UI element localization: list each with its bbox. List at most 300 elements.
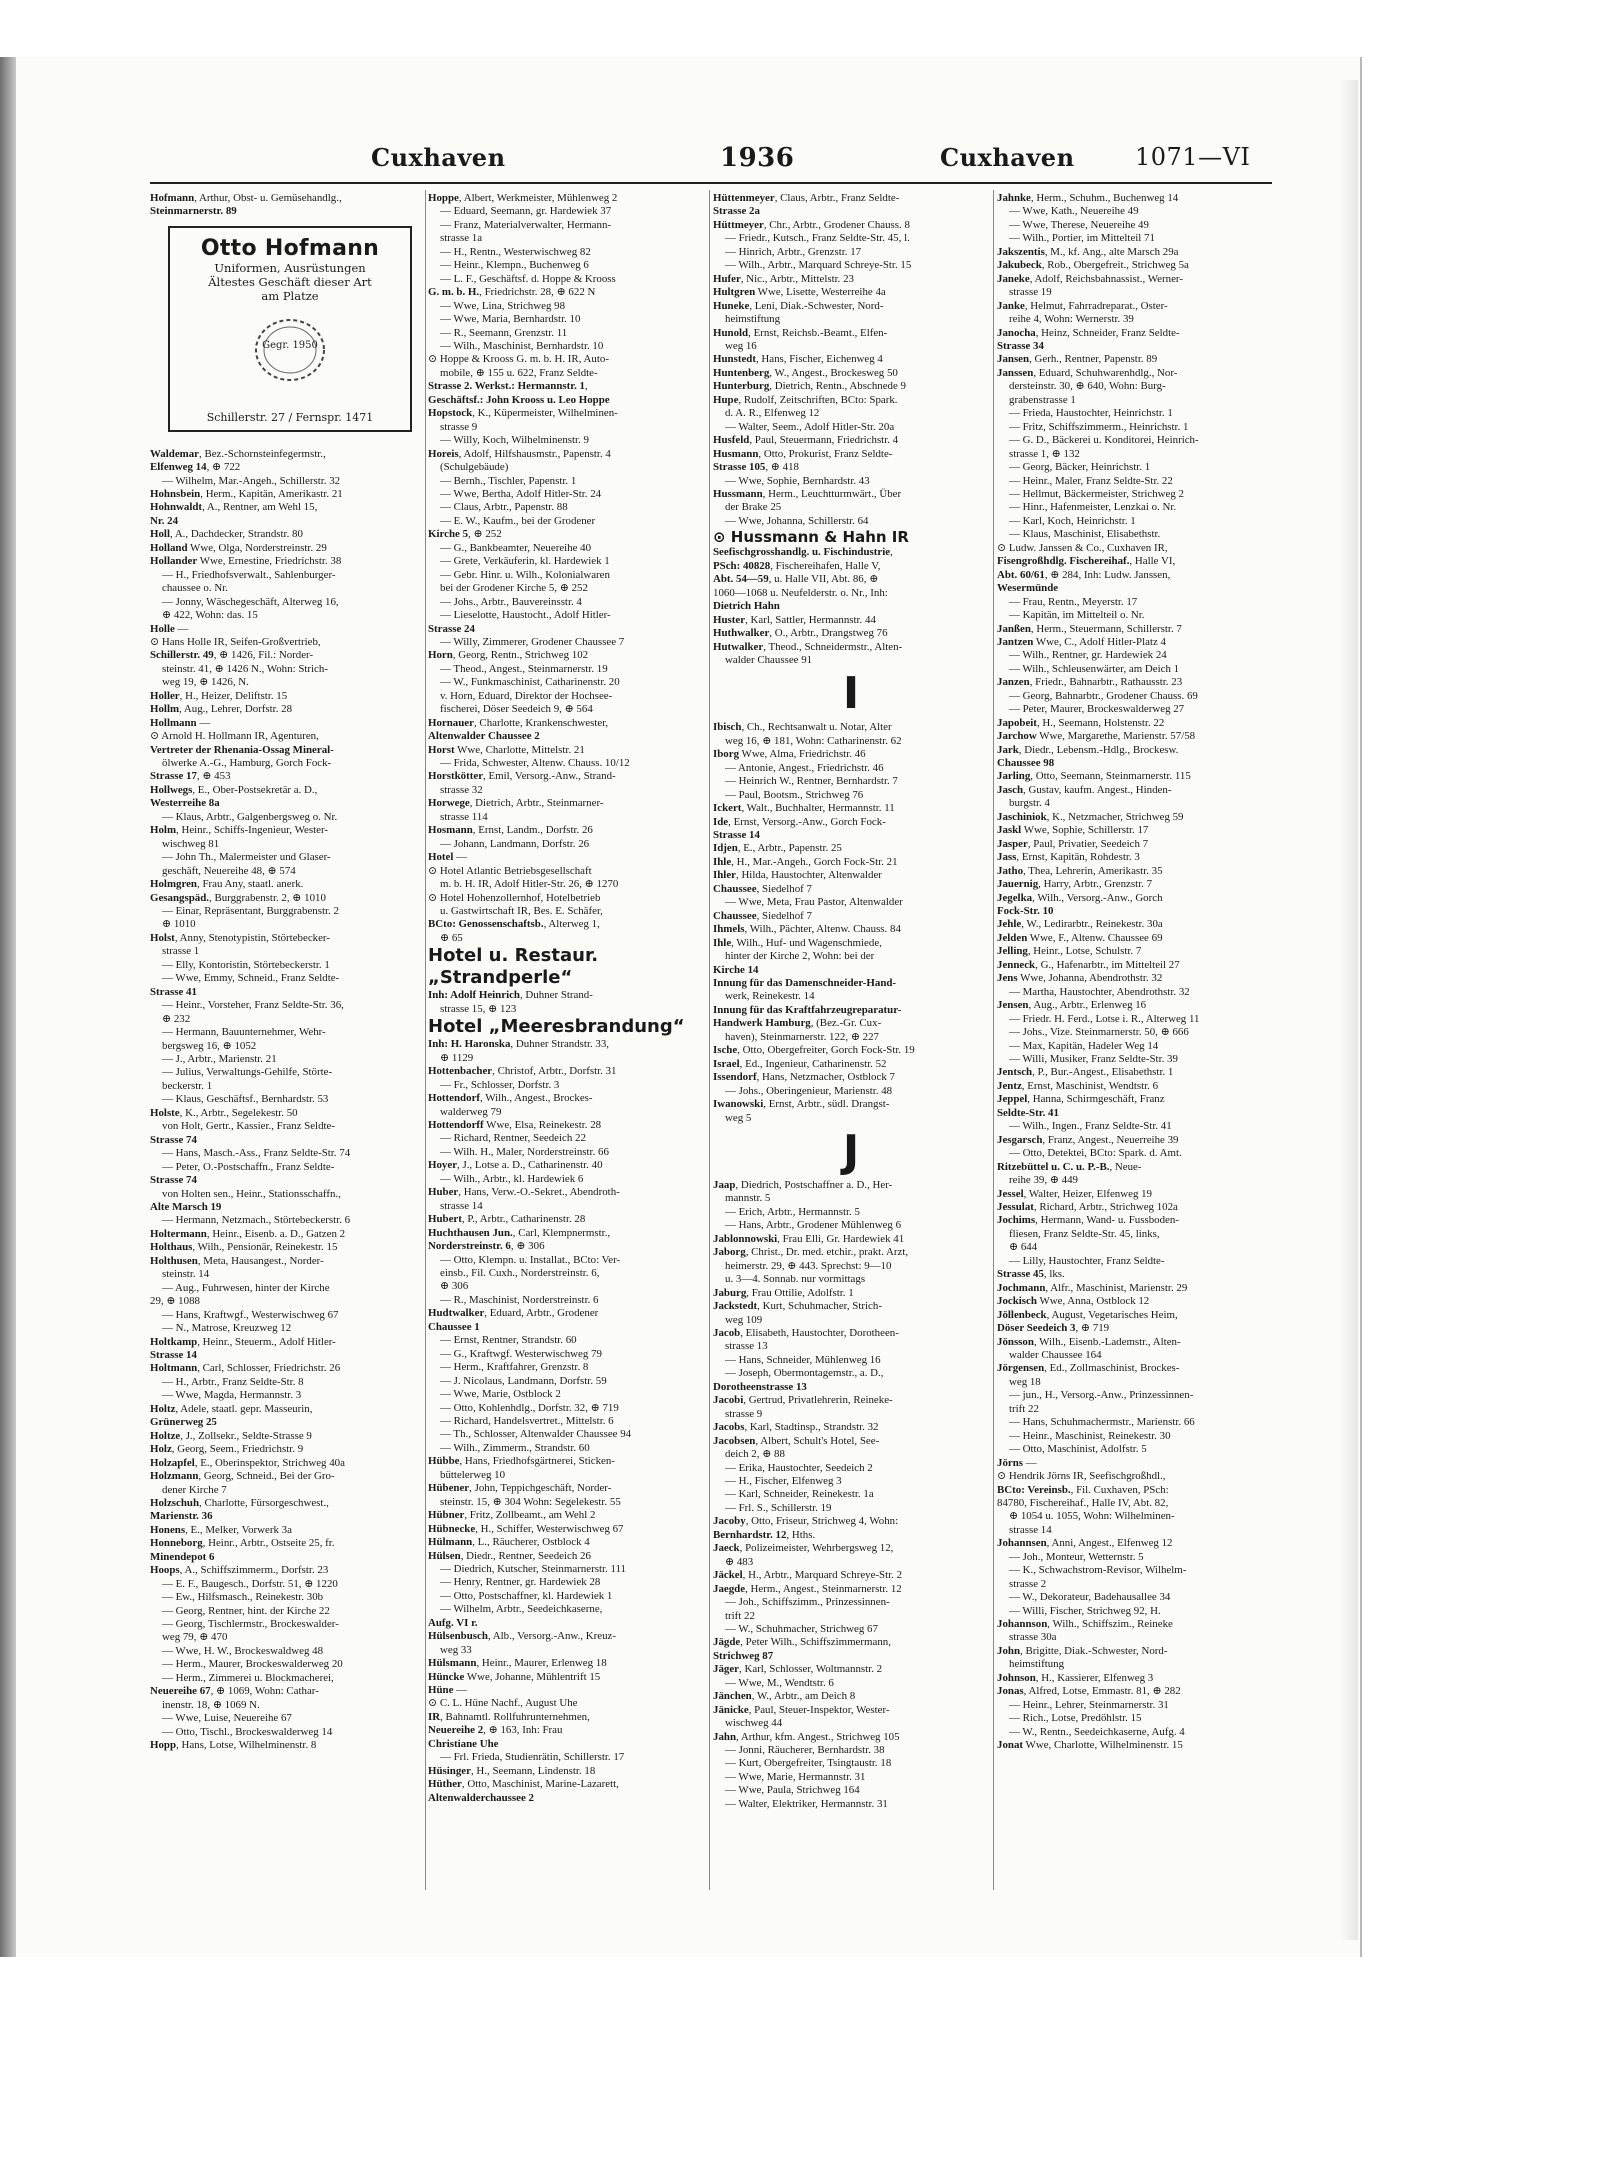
directory-entry: Hottendorff Wwe, Elsa, Reinekestr. 28 xyxy=(428,1119,602,1131)
directory-entry-continuation: — Wilh., Rentner, gr. Hardewiek 24 xyxy=(1009,649,1167,662)
directory-entry-continuation: — Wwe, H. W., Brockeswaldweg 48 xyxy=(162,1644,324,1657)
directory-entry-continuation: weg 109 xyxy=(725,1313,763,1326)
column-divider xyxy=(993,190,994,1890)
directory-entry: Jochmann, Alfr., Maschinist, Marienstr. 29 xyxy=(997,1281,1188,1294)
column-divider xyxy=(709,190,710,1890)
directory-entry-continuation: — Herm., Kraftfahrer, Grenzstr. 8 xyxy=(440,1361,589,1374)
directory-entry: Altenwalder Chaussee 2 xyxy=(428,730,540,743)
directory-entry: Jessulat, Richard, Arbtr., Strichweg 102a xyxy=(997,1200,1178,1213)
directory-entry-continuation: — G. D., Bäckerei u. Konditorei, Heinrich- xyxy=(1009,434,1199,447)
directory-entry: Jesgarsch, Franz, Angest., Neuerreihe 39 xyxy=(997,1133,1179,1146)
directory-entry-continuation: — Erich, Arbtr., Hermannstr. 5 xyxy=(725,1205,860,1218)
directory-entry-continuation: — Wwe, Lina, Strichweg 98 xyxy=(440,299,566,312)
directory-entry-continuation: weg 33 xyxy=(440,1643,472,1656)
directory-entry-continuation: von Holt, Gertr., Kassier., Franz Seldte- xyxy=(162,1120,336,1133)
directory-entry-continuation: strasse 1, ⊕ 132 xyxy=(1009,447,1080,460)
directory-entry-continuation: — E. F., Baugesch., Dorfstr. 51, ⊕ 1220 xyxy=(162,1577,338,1590)
directory-entry: Elfenweg 14, ⊕ 722 xyxy=(150,461,241,474)
directory-entry: Holst, Anny, Stenotypistin, Störtebecker- xyxy=(150,931,330,944)
directory-entry-continuation: — Th., Schlosser, Altenwalder Chaussee 94 xyxy=(440,1428,632,1441)
directory-entry-continuation: strasse 14 xyxy=(440,1199,483,1212)
directory-entry-continuation: — Walter, Elektriker, Hermannstr. 31 xyxy=(725,1797,888,1810)
directory-entry-continuation: — Herm., Maurer, Brockeswalderweg 20 xyxy=(162,1658,343,1671)
directory-entry-continuation: — Georg, Bahnarbtr., Grodener Chauss. 69 xyxy=(1009,689,1198,702)
directory-entry: Jeppel, Hanna, Schirmgeschäft, Franz xyxy=(997,1093,1165,1106)
directory-entry-continuation: — Klaus, Arbtr., Galgenbergsweg o. Nr. xyxy=(162,810,338,823)
directory-entry-continuation: walderweg 79 xyxy=(440,1105,502,1118)
directory-entry: Honneborg, Heinr., Arbtr., Ostseite 25, fr. xyxy=(150,1537,335,1550)
directory-entry: Hudtwalker, Eduard, Arbtr., Grodener xyxy=(428,1307,599,1320)
directory-entry-continuation: — Wwe, Kath., Neuereihe 49 xyxy=(1009,205,1139,218)
directory-entry-continuation: — Willi, Fischer, Strichweg 92, H. xyxy=(1009,1604,1161,1617)
directory-entry-continuation: — Frieda, Haustochter, Heinrichstr. 1 xyxy=(1009,407,1173,420)
directory-entry-continuation: — Friedr., Kutsch., Franz Seldte-Str. 45, l. xyxy=(725,232,910,245)
directory-entry: Neuereihe 2, ⊕ 163, Inh: Frau xyxy=(428,1724,563,1737)
display-advertisement: Hotel u. Restaur. „Strandperle“ xyxy=(428,945,599,989)
directory-entry: Holtmann, Carl, Schlosser, Friedrichstr. 26 xyxy=(150,1362,341,1375)
column-divider xyxy=(425,190,426,1890)
directory-entry: 29, ⊕ 1088 xyxy=(150,1295,200,1308)
directory-entry: Jelling, Heinr., Lotse, Schulstr. 7 xyxy=(997,945,1142,958)
directory-entry: Hultgren Wwe, Lisette, Westerreihe 4a xyxy=(713,286,886,299)
directory-entry: Hüttmeyer, Chr., Arbtr., Grodener Chauss. 8 xyxy=(713,218,910,231)
firm-heading: ⊙ Hussmann & Hahn IR xyxy=(713,528,909,547)
directory-entry: Inh: Adolf Heinrich, Duhner Strand- xyxy=(428,989,593,1002)
directory-entry-continuation: — R., Seemann, Grenzstr. 11 xyxy=(440,326,568,339)
directory-entry-continuation: — Wilh., Maschinist, Bernhardstr. 10 xyxy=(440,339,604,352)
directory-entry: Janzen, Friedr., Bahnarbtr., Rathausstr. 23 xyxy=(997,676,1183,689)
directory-entry-continuation: — Wwe, Therese, Neuereihe 49 xyxy=(1009,218,1149,231)
header-page-number: 1071—VI xyxy=(1135,143,1251,171)
directory-entry: 84780, Fischereihaf., Halle IV, Abt. 82, xyxy=(997,1496,1169,1509)
directory-entry: ⊙ Hotel Hohenzollernhof, Hotelbetrieb xyxy=(428,891,601,904)
directory-entry-continuation: — Wwe, Marie, Hermannstr. 31 xyxy=(725,1770,866,1783)
directory-entry: Hofmann, Arthur, Obst- u. Gemüsehandlg., xyxy=(150,192,342,204)
directory-entry: BCto: Genossenschaftsb., Alterweg 1, xyxy=(428,918,600,931)
directory-entry-continuation: — J., Arbtr., Marienstr. 21 xyxy=(162,1053,277,1065)
directory-entry: Holl, A., Dachdecker, Strandstr. 80 xyxy=(150,528,303,541)
directory-entry-continuation: strasse 19 xyxy=(1009,286,1052,299)
directory-entry: Jöllenbeck, August, Vegetarisches Heim, xyxy=(997,1308,1178,1321)
directory-entry: Iwanowski, Ernst, Arbtr., südl. Drangst- xyxy=(713,1098,890,1111)
directory-entry: Geschäftsf.: John Krooss u. Leo Hoppe xyxy=(428,393,610,406)
header-rule xyxy=(150,182,1272,184)
directory-entry-continuation: — Elly, Kontoristin, Störtebeckerstr. 1 xyxy=(162,958,330,971)
directory-entry-continuation: — Wilhelm, Mar.-Angeh., Schillerstr. 32 xyxy=(162,474,341,487)
directory-entry-continuation: trift 22 xyxy=(725,1609,755,1622)
directory-entry-continuation: — John Th., Malermeister und Glaser- xyxy=(162,851,331,864)
directory-entry-continuation: strasse 1a xyxy=(440,232,483,245)
scan-frame xyxy=(0,57,16,1957)
directory-entry-continuation: — Heinr., Vorsteher, Franz Seldte-Str. 36, xyxy=(162,999,344,1012)
directory-entry: Hubert, P., Arbtr., Catharinenstr. 28 xyxy=(428,1213,586,1226)
directory-entry-continuation: — Heinr., Maschinist, Reinekestr. 30 xyxy=(1009,1429,1171,1442)
directory-entry: Hüsinger, H., Seemann, Lindenstr. 18 xyxy=(428,1764,596,1777)
directory-entry: ⊙ Ludw. Janssen & Co., Cuxhaven IR, xyxy=(997,541,1168,554)
directory-entry-continuation: — Otto, Tischl., Brockeswalderweg 14 xyxy=(162,1725,333,1738)
directory-entry: Issendorf, Hans, Netzmacher, Ostblock 7 xyxy=(713,1071,895,1084)
directory-entry-continuation: — Henry, Rentner, gr. Hardewiek 28 xyxy=(440,1576,601,1589)
directory-column-2 xyxy=(428,192,704,1892)
directory-entry: Kirche 5, ⊕ 252 xyxy=(428,528,502,541)
directory-entry: Chaussee, Siedelhof 7 xyxy=(713,882,812,895)
directory-entry-continuation: — Ernst, Rentner, Strandstr. 60 xyxy=(440,1334,577,1347)
directory-entry: Christiane Uhe xyxy=(428,1737,499,1750)
directory-entry-continuation: burgstr. 4 xyxy=(1009,797,1050,810)
directory-entry-continuation: wischweg 44 xyxy=(725,1717,783,1730)
directory-entry-continuation: — Hans, Arbtr., Grodener Mühlenweg 6 xyxy=(725,1219,902,1232)
directory-entry-continuation: — Frau, Rentn., Meyerstr. 17 xyxy=(1009,595,1138,608)
directory-entry-continuation: (Schulgebäude) xyxy=(440,461,509,474)
directory-entry: John, Brigitte, Diak.-Schwester, Nord- xyxy=(997,1644,1168,1657)
ad-line: Ältestes Geschäft dieser Art xyxy=(208,275,372,289)
directory-entry-continuation: fischerei, Döser Seedeich 9, ⊕ 564 xyxy=(440,703,593,716)
directory-entry: Janßen, Herm., Steuermann, Schillerstr. 7 xyxy=(997,622,1182,635)
directory-entry: Jass, Ernst, Kapitän, Rohdestr. 3 xyxy=(997,851,1140,864)
directory-entry: Jahnke, Herm., Schuhm., Buchenweg 14 xyxy=(997,192,1179,204)
directory-entry: Janeke, Adolf, Reichsbahnassist., Werner- xyxy=(997,272,1183,285)
directory-entry-continuation: — Martha, Haustochter, Abendrothstr. 32 xyxy=(1009,985,1190,998)
directory-entry: Huntenberg, W., Angest., Brockesweg 50 xyxy=(713,366,898,379)
directory-entry: Holler, H., Heizer, Deliftstr. 15 xyxy=(150,689,288,702)
directory-entry-continuation: — Peter, Maurer, Brockeswalderweg 27 xyxy=(1009,703,1185,716)
directory-entry-continuation: — W., Rentn., Seedeichkaserne, Aufg. 4 xyxy=(1009,1725,1185,1738)
directory-entry-continuation: — W., Schuhmacher, Strichweg 67 xyxy=(725,1622,878,1635)
directory-entry: Hornauer, Charlotte, Krankenschwester, xyxy=(428,716,609,729)
directory-entry: Neuereihe 67, ⊕ 1069, Wohn: Cathar- xyxy=(150,1685,319,1698)
directory-entry: Iborg Wwe, Alma, Friedrichstr. 46 xyxy=(713,748,866,761)
directory-entry-continuation: bei der Grodener Kirche 5, ⊕ 252 xyxy=(440,582,588,595)
directory-entry: Janke, Helmut, Fahrradreparat., Oster- xyxy=(997,299,1168,312)
directory-entry: Nr. 24 xyxy=(150,514,179,527)
directory-entry-continuation: deich 2, ⊕ 88 xyxy=(725,1448,785,1461)
directory-entry-continuation: beckerstr. 1 xyxy=(162,1079,213,1092)
directory-entry-continuation: büttelerweg 10 xyxy=(440,1468,506,1481)
directory-entry-continuation: strasse 30a xyxy=(1009,1631,1057,1644)
directory-entry: ⊙ Hendrik Jörns IR, Seefischgroßhdl., xyxy=(997,1470,1166,1483)
section-letter: I xyxy=(842,668,860,720)
directory-entry-continuation: — Willi, Musiker, Franz Seldte-Str. 39 xyxy=(1009,1053,1178,1065)
directory-entry-continuation: geschäft, Neuereihe 48, ⊕ 574 xyxy=(162,864,296,877)
directory-entry: Strasse 74 xyxy=(150,1133,197,1146)
directory-entry-continuation: ⊕ 1054 u. 1055, Wohn: Wilhelminen- xyxy=(1009,1510,1175,1523)
directory-entry-continuation: — Klaus, Geschäftsf., Bernhardstr. 53 xyxy=(162,1093,329,1106)
directory-entry-continuation: — Johs., Oberingenieur, Marienstr. 48 xyxy=(725,1084,893,1097)
directory-entry-continuation: — Hermann, Bauunternehmer, Wehr- xyxy=(162,1026,326,1039)
directory-entry: Abt. 54—59, u. Halle VII, Abt. 86, ⊕ xyxy=(713,573,879,586)
directory-entry: Holzschuh, Charlotte, Fürsorgeschwest., xyxy=(150,1496,329,1509)
directory-entry-continuation: — Lilly, Haustochter, Franz Seldte- xyxy=(1009,1254,1165,1267)
directory-entry: Hollmann — xyxy=(150,716,211,729)
directory-entry-continuation: trift 22 xyxy=(1009,1402,1039,1415)
directory-entry: Jakubeck, Rob., Obergefreit., Strichweg 5a xyxy=(997,259,1189,272)
directory-entry: Vertreter der Rhenania-Ossag Mineral- xyxy=(150,743,334,756)
directory-entry: Janssen, Eduard, Schuhwarenhdlg., Nor- xyxy=(997,366,1178,379)
directory-entry: Hülsen, Diedr., Rentner, Seedeich 26 xyxy=(428,1549,591,1562)
directory-entry-continuation: — Otto, Kohlenhdlg., Dorfstr. 32, ⊕ 719 xyxy=(440,1401,619,1414)
directory-entry: Ide, Ernst, Versorg.-Anw., Gorch Fock- xyxy=(713,815,886,828)
directory-entry-continuation: — Wilh., Ingen., Franz Seldte-Str. 41 xyxy=(1009,1120,1172,1133)
directory-entry-continuation: — Wilh., Portier, im Mittelteil 71 xyxy=(1009,232,1155,245)
directory-entry-continuation: — W., Dekorateur, Badehausallee 34 xyxy=(1009,1591,1171,1604)
directory-entry: G. m. b. H., Friedrichstr. 28, ⊕ 622 N xyxy=(428,286,596,299)
directory-entry: Holtermann, Heinr., Eisenb. a. D., Gatzen 2 xyxy=(150,1227,346,1240)
directory-entry-continuation: — Hinr., Hafenmeister, Lenzkai o. Nr. xyxy=(1009,501,1177,514)
directory-entry-continuation: — Otto, Maschinist, Adolfstr. 5 xyxy=(1009,1443,1147,1456)
directory-entry: Dorotheenstrasse 13 xyxy=(713,1380,807,1393)
directory-entry-continuation: — Hellmut, Bäckermeister, Strichweg 2 xyxy=(1009,487,1184,500)
directory-entry: Bernhardstr. 12, Hths. xyxy=(713,1528,816,1541)
directory-entry: Hollander Wwe, Ernestine, Friedrichstr. 38 xyxy=(150,555,342,568)
directory-entry: Hutwalker, Theod., Schneidermstr., Alten- xyxy=(713,640,903,653)
directory-entry-continuation: — Theod., Angest., Steinmarnerstr. 19 xyxy=(440,662,608,675)
directory-entry: Strasse 17, ⊕ 453 xyxy=(150,770,231,783)
directory-entry: Strasse 24 xyxy=(428,622,475,635)
directory-entry: Jablonnowski, Frau Elli, Gr. Hardewiek 41 xyxy=(713,1232,905,1245)
directory-entry: Jaschiniok, K., Netzmacher, Strichweg 59 xyxy=(997,810,1184,823)
directory-entry: Gesangspäd., Burggrabenstr. 2, ⊕ 1010 xyxy=(150,891,326,904)
directory-entry-continuation: weg 16 xyxy=(725,339,757,352)
directory-entry-continuation: — Johs., Vize. Steinmarnerstr. 50, ⊕ 666 xyxy=(1009,1026,1189,1039)
directory-entry-continuation: — Kurt, Obergefreiter, Tsingtaustr. 18 xyxy=(725,1757,892,1770)
directory-entry: Hoyer, J., Lotse a. D., Catharinenstr. 40 xyxy=(428,1159,603,1172)
directory-entry: Jasper, Paul, Privatier, Seedeich 7 xyxy=(997,837,1149,850)
directory-entry: Hübnecke, H., Schiffer, Westerwischweg 67 xyxy=(428,1522,624,1535)
directory-entry-continuation: — N., Matrose, Kreuzweg 12 xyxy=(162,1322,292,1335)
directory-entry: Strasse 45, lks. xyxy=(997,1268,1065,1281)
directory-entry-continuation: — Frida, Schwester, Altenw. Chauss. 10/12 xyxy=(440,757,630,770)
directory-entry-continuation: — Lieselotte, Haustocht., Adolf Hitler- xyxy=(440,609,611,622)
directory-entry: Westerreihe 8a xyxy=(150,797,220,810)
directory-entry-continuation: — W., Funkmaschinist, Catharinenstr. 20 xyxy=(440,676,620,689)
directory-entry-continuation: — Hans, Kraftwgf., Westerwischweg 67 xyxy=(162,1308,339,1321)
directory-entry-continuation: — Grete, Verkäuferin, kl. Hardewiek 1 xyxy=(440,555,610,568)
directory-entry-continuation: — E. W., Kaufm., bei der Grodener xyxy=(440,514,596,527)
directory-column-4 xyxy=(997,192,1273,1892)
directory-entry: Norderstreinstr. 6, ⊕ 306 xyxy=(428,1240,545,1253)
directory-entry: Hufer, Nic., Arbtr., Mittelstr. 23 xyxy=(713,272,854,285)
directory-entry: Hussmann, Herm., Leuchtturmwärt., Über xyxy=(713,487,902,500)
directory-entry-continuation: strasse 32 xyxy=(440,783,483,796)
directory-entry: Jäger, Karl, Schlosser, Woltmannstr. 2 xyxy=(713,1663,883,1676)
directory-entry-continuation: dersteinstr. 30, ⊕ 640, Wohn: Burg- xyxy=(1009,380,1166,393)
directory-entry: Israel, Ed., Ingenieur, Catharinenstr. 52 xyxy=(713,1057,887,1070)
directory-entry-continuation: bergsweg 16, ⊕ 1052 xyxy=(162,1039,257,1052)
directory-entry-continuation: strasse 1 xyxy=(162,945,200,958)
directory-entry: ⊙ Hoppe & Krooss G. m. b. H. IR, Auto- xyxy=(428,353,609,366)
directory-entry-continuation: ⊕ 1129 xyxy=(440,1051,474,1064)
directory-entry-continuation: weg 5 xyxy=(725,1111,752,1124)
directory-entry-continuation: ⊕ 483 xyxy=(725,1555,754,1568)
header-year: 1936 xyxy=(720,143,795,173)
directory-entry: Hotel — xyxy=(428,851,468,864)
directory-entry-continuation: dener Kirche 7 xyxy=(162,1483,227,1496)
directory-entry: Holtz, Adele, staatl. gepr. Masseurin, xyxy=(150,1402,313,1415)
directory-entry: Jänchen, W., Arbtr., am Deich 8 xyxy=(713,1690,856,1703)
directory-entry: Jochims, Hermann, Wand- u. Fussboden- xyxy=(997,1214,1179,1227)
directory-entry: Jasch, Gustav, kaufm. Angest., Hinden- xyxy=(997,783,1172,796)
directory-entry-continuation: — Franz, Materialverwalter, Hermann- xyxy=(440,218,612,231)
directory-entry-continuation: — H., Fischer, Elfenweg 3 xyxy=(725,1474,842,1487)
directory-entry: Huchthausen Jun., Carl, Klempnermstr., xyxy=(428,1226,611,1239)
directory-entry-continuation: — Otto, Postschaffner, kl. Hardewiek 1 xyxy=(440,1589,613,1602)
directory-entry: Hübener, John, Teppichgeschäft, Norder- xyxy=(428,1482,612,1495)
directory-entry-continuation: — Johs., Arbtr., Bauvereinsstr. 4 xyxy=(440,595,582,608)
directory-entry-continuation: — Bernh., Tischler, Papenstr. 1 xyxy=(440,474,577,487)
directory-entry: Hülsmann, Heinr., Maurer, Erlenweg 18 xyxy=(428,1657,607,1670)
directory-entry-continuation: v. Horn, Eduard, Direktor der Hochsee- xyxy=(440,689,613,702)
directory-entry: Steinmarnerstr. 89 xyxy=(150,205,237,218)
directory-entry: Jansen, Gerh., Rentner, Papenstr. 89 xyxy=(997,353,1158,366)
directory-entry: Jarling, Otto, Seemann, Steinmarnerstr. 115 xyxy=(997,770,1191,783)
directory-entry: Jägde, Peter Wilh., Schiffszimmermann, xyxy=(713,1636,891,1649)
directory-entry-continuation: — Otto, Klempn. u. Installat., BCto: Ver- xyxy=(440,1253,621,1266)
directory-entry: Strasse 34 xyxy=(997,339,1044,352)
directory-entry: Jehle, W., Ledirarbtr., Reinekestr. 30a xyxy=(997,918,1163,931)
directory-entry: Jaskl Wwe, Sophie, Schillerstr. 17 xyxy=(997,824,1149,837)
directory-entry: Kirche 14 xyxy=(713,963,759,976)
directory-entry-continuation: — J. Nicolaus, Landmann, Dorfstr. 59 xyxy=(440,1374,607,1387)
directory-entry: Jacob, Elisabeth, Haustochter, Dorotheen- xyxy=(713,1326,899,1339)
directory-entry-continuation: — Wwe, Marie, Ostblock 2 xyxy=(440,1388,561,1401)
directory-entry: Hunterburg, Dietrich, Rentn., Abschnede 9 xyxy=(713,380,906,393)
directory-entry: Schillerstr. 49, ⊕ 1426, Fil.: Norder- xyxy=(150,649,314,662)
directory-entry: Hopp, Hans, Lotse, Wilhelminenstr. 8 xyxy=(150,1739,317,1752)
directory-entry-continuation: — Heinrich W., Rentner, Bernhardstr. 7 xyxy=(725,775,898,788)
directory-entry-continuation: — Jonny, Wäschegeschäft, Alterweg 16, xyxy=(162,595,339,608)
directory-entry-continuation: — K., Schwachstrom-Revisor, Wilhelm- xyxy=(1009,1564,1187,1577)
directory-entry-continuation: strasse 114 xyxy=(440,810,488,823)
directory-entry: Jenneck, G., Hafenarbtr., im Mittelteil 27 xyxy=(997,958,1180,971)
directory-entry: 1060—1068 u. Neufelderstr. o. Nr., Inh: xyxy=(713,586,888,599)
directory-entry: Jaap, Diedrich, Postschaffner a. D., Her- xyxy=(713,1179,893,1191)
directory-entry: Huneke, Leni, Diak.-Schwester, Nord- xyxy=(713,299,884,312)
directory-entry-continuation: — Einar, Repräsentant, Burggrabenstr. 2 xyxy=(162,905,339,918)
directory-entry: Holtkamp, Heinr., Steuerm., Adolf Hitler- xyxy=(150,1335,336,1348)
directory-entry: Jacobi, Gertrud, Privatlehrerin, Reineke- xyxy=(713,1394,893,1407)
directory-entry-continuation: — Peter, O.-Postschaffn., Franz Seldte- xyxy=(162,1160,335,1173)
directory-entry: Jaegde, Herm., Angest., Steinmarnerstr. 12 xyxy=(713,1582,902,1595)
directory-entry: Hülmann, L., Räucherer, Ostblock 4 xyxy=(428,1536,590,1549)
directory-entry: Jonat Wwe, Charlotte, Wilhelminenstr. 15 xyxy=(997,1739,1183,1752)
directory-entry-continuation: d. A. R., Elfenweg 12 xyxy=(725,407,820,420)
directory-entry-continuation: reihe 4, Wohn: Wernerstr. 39 xyxy=(1009,313,1134,326)
directory-entry-continuation: ⊕ 65 xyxy=(440,931,463,944)
directory-entry-continuation: ⊕ 232 xyxy=(162,1012,191,1025)
directory-entry: Marienstr. 36 xyxy=(150,1510,213,1523)
directory-entry-continuation: — Walter, Seem., Adolf Hitler-Str. 20a xyxy=(725,420,895,433)
directory-entry-continuation: — H., Rentn., Westerwischweg 82 xyxy=(440,245,591,258)
directory-entry-continuation: — Ew., Hilfsmasch., Reinekestr. 30b xyxy=(162,1591,324,1604)
directory-entry-continuation: — Wilh., Schleusenwärter, am Deich 1 xyxy=(1009,662,1180,675)
directory-entry-continuation: weg 18 xyxy=(1009,1375,1041,1388)
directory-entry-continuation: u. 3—4. Sonnab. nur vormittags xyxy=(725,1273,866,1286)
directory-entry-continuation: strasse 15, ⊕ 123 xyxy=(440,1002,517,1015)
directory-entry: Jacobs, Karl, Stadtinsp., Strandstr. 32 xyxy=(713,1421,879,1434)
directory-entry-continuation: — Georg, Rentner, hint. der Kirche 22 xyxy=(162,1604,330,1617)
directory-entry-continuation: — Paul, Bootsm., Strichweg 76 xyxy=(725,788,864,801)
directory-entry: Wesermünde xyxy=(997,582,1059,595)
directory-entry-continuation: einsb., Fil. Cuxh., Norderstreinstr. 6, xyxy=(440,1266,600,1279)
directory-entry-continuation: — Wwe, Meta, Frau Pastor, Altenwalder xyxy=(725,896,903,909)
ad-line: am Platze xyxy=(261,289,319,303)
directory-entry-continuation: — Friedr. H. Ferd., Lotse i. R., Alterweg 11 xyxy=(1009,1012,1200,1025)
directory-entry-continuation: haven), Steinmarnerstr. 122, ⊕ 227 xyxy=(725,1030,879,1043)
directory-entry-continuation: strasse 9 xyxy=(725,1407,763,1420)
directory-entry: Jelden Wwe, F., Altenw. Chaussee 69 xyxy=(997,931,1163,944)
directory-entry: Hoops, A., Schiffszimmerm., Dorfstr. 23 xyxy=(150,1564,329,1577)
directory-entry: Ische, Otto, Obergefreiter, Gorch Fock-Str. 19 xyxy=(713,1044,915,1057)
directory-entry-continuation: — Wwe, Luise, Neuereihe 67 xyxy=(162,1712,292,1725)
directory-entry-continuation: — Hinrich, Arbtr., Grenzstr. 17 xyxy=(725,245,862,258)
directory-entry-continuation: — G., Bankbeamter, Neuereihe 40 xyxy=(440,541,592,554)
directory-entry: Hübbe, Hans, Friedhofsgärtnerei, Sticken- xyxy=(428,1455,615,1468)
directory-entry-continuation: ölwerke A.-G., Hamburg, Gorch Fock- xyxy=(162,757,332,770)
directory-entry-continuation: — Willy, Zimmerer, Grodener Chaussee 7 xyxy=(440,635,625,648)
directory-entry: Innung für das Kraftfahrzeugreparatur- xyxy=(713,1003,902,1016)
directory-entry-continuation: — H., Arbtr., Franz Seldte-Str. 8 xyxy=(162,1375,304,1388)
directory-entry: Jockisch Wwe, Anna, Ostblock 12 xyxy=(997,1295,1150,1308)
directory-entry: Holthaus, Wilh., Pensionär, Reinekestr. 15 xyxy=(150,1241,338,1254)
directory-entry-continuation: — Claus, Arbtr., Papenstr. 88 xyxy=(440,501,568,514)
directory-entry-continuation: ⊕ 422, Wohn: das. 15 xyxy=(162,609,258,622)
directory-entry: Jauernig, Harry, Arbtr., Grenzstr. 7 xyxy=(997,878,1153,891)
directory-entry-continuation: — Hans, Schneider, Mühlenweg 16 xyxy=(725,1353,881,1366)
directory-entry-continuation: — Wwe, Sophie, Bernhardstr. 43 xyxy=(725,474,870,487)
directory-entry: Aufg. VI r. xyxy=(428,1616,478,1629)
directory-entry: Hupe, Rudolf, Zeitschriften, BCto: Spark. xyxy=(713,393,898,406)
directory-entry: Johannsen, Anni, Angest., Elfenweg 12 xyxy=(997,1537,1173,1550)
directory-entry: Hunstedt, Hans, Fischer, Eichenweg 4 xyxy=(713,353,883,366)
directory-entry-continuation: steinstr. 41, ⊕ 1426 N., Wohn: Strich- xyxy=(162,662,328,675)
directory-entry: Hopstock, K., Küpermeister, Wilhelminen- xyxy=(428,407,618,420)
directory-entry: ⊙ Hans Holle IR, Seifen-Großvertrieb, xyxy=(150,635,321,648)
directory-entry: Jörns — xyxy=(997,1456,1037,1469)
directory-entry-continuation: weg 19, ⊕ 1426, N. xyxy=(162,676,249,689)
directory-entry: Chaussee 1 xyxy=(428,1320,480,1333)
directory-entry: Jackstedt, Kurt, Schuhmacher, Strich- xyxy=(713,1300,882,1313)
directory-entry: Hottenbacher, Christof, Arbtr., Dorfstr. 31 xyxy=(428,1065,617,1078)
directory-column-1 xyxy=(150,192,422,1892)
directory-entry-continuation: heimerstr. 29, ⊕ 443. Sprechst: 9—10 xyxy=(725,1259,892,1272)
directory-entry: Jentz, Ernst, Maschinist, Wendtstr. 6 xyxy=(997,1079,1159,1092)
directory-entry-continuation: reihe 39, ⊕ 449 xyxy=(1009,1174,1079,1187)
directory-entry-continuation: ⊕ 644 xyxy=(1009,1241,1038,1254)
directory-entry-continuation: — Heinr., Klempn., Buchenweg 6 xyxy=(440,259,589,272)
directory-entry: Jäckel, H., Arbtr., Marquard Schreye-Str. 2 xyxy=(713,1569,903,1582)
directory-entry: Hüne — xyxy=(428,1684,468,1697)
directory-entry: Inh: H. Haronska, Duhner Strandstr. 33, xyxy=(428,1038,610,1051)
directory-entry: Jark, Diedr., Lebensm.-Hdlg., Brockesw. xyxy=(997,743,1179,756)
ad-line: Uniformen, Ausrüstungen xyxy=(214,261,366,275)
directory-entry-continuation: strasse 2 xyxy=(1009,1577,1047,1590)
directory-entry-continuation: — Otto, Detektei, BCto: Spark. d. Amt. xyxy=(1009,1147,1182,1160)
directory-entry-continuation: — Erika, Haustochter, Seedeich 2 xyxy=(725,1461,873,1474)
directory-entry: Horst Wwe, Charlotte, Mittelstr. 21 xyxy=(428,743,585,756)
directory-entry: Ihler, Hilda, Haustochter, Altenwalder xyxy=(713,869,882,882)
directory-entry-continuation: — Wilhelm, Arbtr., Seedeichkaserne, xyxy=(440,1603,603,1616)
directory-entry: Ibisch, Ch., Rechtsanwalt u. Notar, Alter xyxy=(713,721,892,734)
directory-entry: Jaeck, Polizeimeister, Wehrbergsweg 12, xyxy=(713,1542,894,1555)
directory-entry: Jörgensen, Ed., Zollmaschinist, Brockes- xyxy=(997,1362,1180,1375)
directory-entry-continuation: strasse 14 xyxy=(1009,1523,1052,1536)
directory-entry-continuation: chaussee o. Nr. xyxy=(162,582,228,595)
directory-entry: Hoppe, Albert, Werkmeister, Mühlenweg 2 xyxy=(428,192,618,204)
directory-entry: Strasse 74 xyxy=(150,1174,197,1187)
directory-entry-continuation: walder Chaussee 91 xyxy=(725,653,813,666)
directory-entry: Grünerweg 25 xyxy=(150,1416,217,1429)
directory-entry-continuation: — Aug., Fuhrwesen, hinter der Kirche xyxy=(162,1281,330,1294)
